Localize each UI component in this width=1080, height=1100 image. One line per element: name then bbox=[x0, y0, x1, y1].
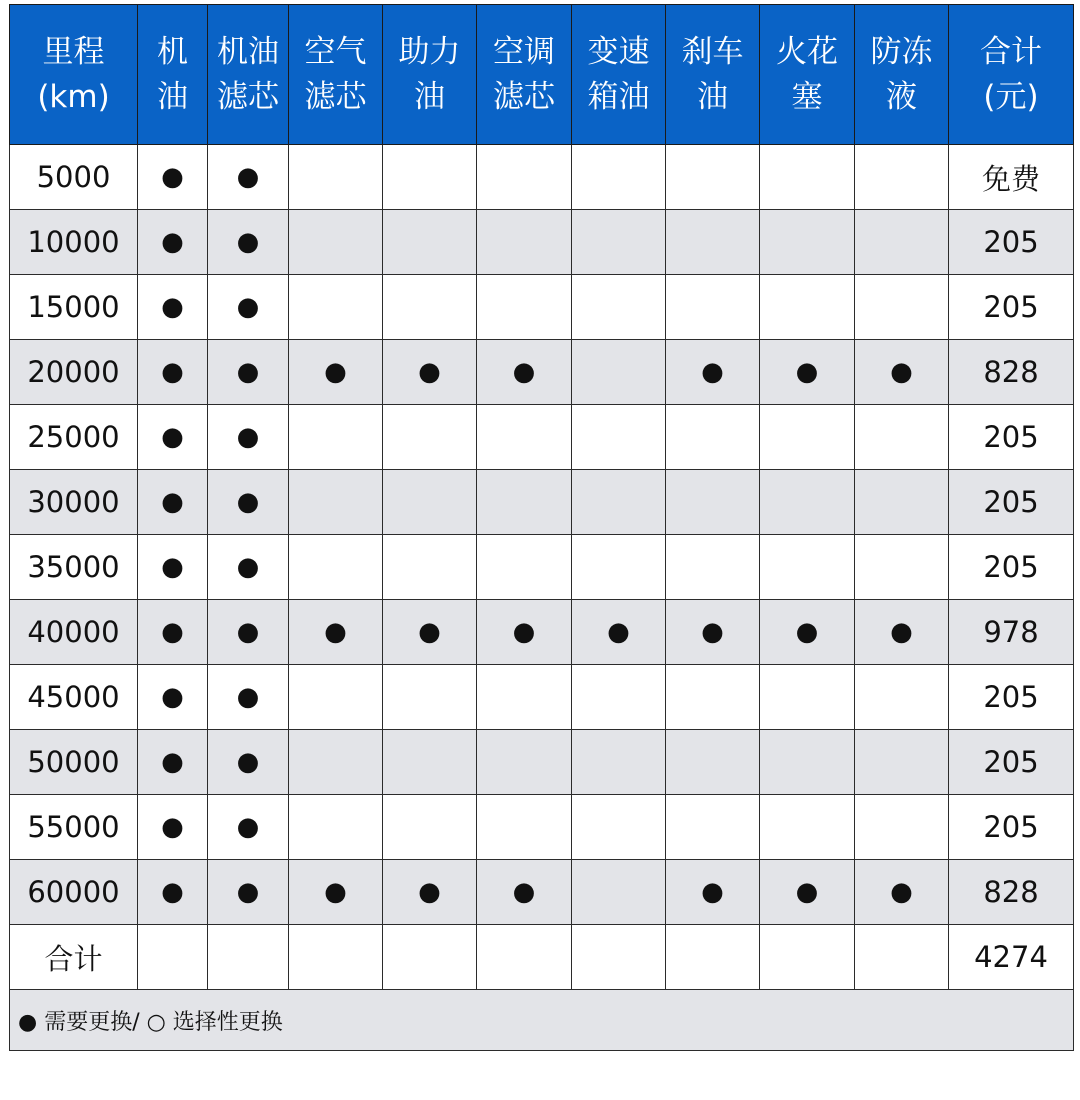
empty-cell-antifreeze bbox=[855, 405, 949, 470]
required-mark-spark-plug: ● bbox=[760, 340, 855, 405]
header-text: 空调 bbox=[493, 33, 555, 70]
mileage-cell: 20000 bbox=[10, 340, 138, 405]
empty-cell-ac-filter bbox=[477, 470, 572, 535]
header-transmission-oil bbox=[572, 5, 666, 145]
header-power-steering-fluid bbox=[383, 5, 477, 145]
header-text: 机 bbox=[157, 33, 188, 70]
mileage-cell: 30000 bbox=[10, 470, 138, 535]
header-text: 油 bbox=[414, 78, 445, 115]
required-mark-oil-filter: ● bbox=[208, 665, 289, 730]
required-mark-oil-filter: ● bbox=[208, 470, 289, 535]
header-text: 变速 bbox=[587, 33, 650, 70]
table-header-row bbox=[10, 5, 1074, 145]
empty-cell-air-filter bbox=[289, 795, 383, 860]
required-mark-antifreeze: ● bbox=[855, 860, 949, 925]
empty-cell-power-steering-fluid bbox=[383, 145, 477, 210]
required-mark-engine-oil: ● bbox=[138, 275, 208, 340]
table-row bbox=[10, 275, 1074, 340]
empty-cell-spark-plug bbox=[760, 535, 855, 600]
required-mark-spark-plug: ● bbox=[760, 860, 855, 925]
empty-cell-transmission-oil bbox=[572, 535, 666, 600]
empty-cell-brake-fluid bbox=[666, 275, 760, 340]
empty-cell-brake-fluid bbox=[666, 730, 760, 795]
table-row bbox=[10, 665, 1074, 730]
empty-cell-spark-plug bbox=[760, 145, 855, 210]
table-row bbox=[10, 210, 1074, 275]
required-mark-engine-oil: ● bbox=[138, 340, 208, 405]
required-mark-antifreeze: ● bbox=[855, 340, 949, 405]
required-mark-brake-fluid: ● bbox=[666, 860, 760, 925]
header-text: 里程 bbox=[42, 33, 105, 70]
empty-cell-power-steering-fluid bbox=[383, 275, 477, 340]
empty-cell-transmission-oil bbox=[572, 860, 666, 925]
empty-cell-antifreeze bbox=[855, 535, 949, 600]
header-text: 刹车 bbox=[681, 33, 744, 70]
required-mark-ac-filter: ● bbox=[477, 860, 572, 925]
required-mark-spark-plug: ● bbox=[760, 600, 855, 665]
required-mark-air-filter: ● bbox=[289, 860, 383, 925]
required-mark-oil-filter: ● bbox=[208, 145, 289, 210]
required-mark-engine-oil: ● bbox=[138, 405, 208, 470]
required-mark-oil-filter: ● bbox=[208, 535, 289, 600]
required-mark-oil-filter: ● bbox=[208, 730, 289, 795]
header-total-cost bbox=[949, 5, 1074, 145]
empty-cell bbox=[208, 925, 289, 990]
header-text: 滤芯 bbox=[304, 78, 367, 115]
empty-cell-air-filter bbox=[289, 535, 383, 600]
empty-cell-antifreeze bbox=[855, 795, 949, 860]
empty-cell-power-steering-fluid bbox=[383, 470, 477, 535]
sum-total: 4274 bbox=[949, 925, 1074, 990]
header-text: 油 bbox=[697, 78, 728, 115]
header-text: 防冻 bbox=[870, 33, 933, 70]
required-mark-power-steering-fluid: ● bbox=[383, 860, 477, 925]
empty-cell bbox=[289, 925, 383, 990]
empty-cell-ac-filter bbox=[477, 145, 572, 210]
empty-cell bbox=[477, 925, 572, 990]
total-cell: 205 bbox=[949, 405, 1074, 470]
header-text: 火花 bbox=[776, 33, 838, 70]
required-mark-engine-oil: ● bbox=[138, 730, 208, 795]
empty-cell-power-steering-fluid bbox=[383, 665, 477, 730]
required-mark-engine-oil: ● bbox=[138, 210, 208, 275]
required-mark-transmission-oil: ● bbox=[572, 600, 666, 665]
header-text: 助力 bbox=[398, 33, 461, 70]
empty-cell-brake-fluid bbox=[666, 535, 760, 600]
empty-cell-air-filter bbox=[289, 145, 383, 210]
required-mark-engine-oil: ● bbox=[138, 145, 208, 210]
required-mark-engine-oil: ● bbox=[138, 535, 208, 600]
empty-cell-brake-fluid bbox=[666, 665, 760, 730]
required-mark-engine-oil: ● bbox=[138, 665, 208, 730]
header-brake-fluid bbox=[666, 5, 760, 145]
mileage-cell: 15000 bbox=[10, 275, 138, 340]
required-mark-engine-oil: ● bbox=[138, 795, 208, 860]
header-engine-oil bbox=[138, 5, 208, 145]
header-text: 滤芯 bbox=[493, 78, 555, 115]
empty-cell-spark-plug bbox=[760, 470, 855, 535]
sum-label: 合计 bbox=[10, 925, 138, 990]
empty-cell-power-steering-fluid bbox=[383, 795, 477, 860]
mileage-cell: 50000 bbox=[10, 730, 138, 795]
table-row bbox=[10, 730, 1074, 795]
table-row bbox=[10, 600, 1074, 665]
empty-cell-spark-plug bbox=[760, 730, 855, 795]
required-mark-power-steering-fluid: ● bbox=[383, 600, 477, 665]
required-mark-oil-filter: ● bbox=[208, 795, 289, 860]
required-mark-oil-filter: ● bbox=[208, 210, 289, 275]
sum-row bbox=[10, 925, 1074, 990]
required-mark-brake-fluid: ● bbox=[666, 340, 760, 405]
empty-cell-transmission-oil bbox=[572, 405, 666, 470]
empty-cell-transmission-oil bbox=[572, 730, 666, 795]
total-cell: 205 bbox=[949, 730, 1074, 795]
empty-cell bbox=[760, 925, 855, 990]
empty-cell-air-filter bbox=[289, 665, 383, 730]
empty-cell-transmission-oil bbox=[572, 665, 666, 730]
mileage-cell: 40000 bbox=[10, 600, 138, 665]
header-text: 滤芯 bbox=[217, 78, 279, 115]
header-mileage bbox=[10, 5, 138, 145]
required-mark-engine-oil: ● bbox=[138, 600, 208, 665]
empty-cell-spark-plug bbox=[760, 795, 855, 860]
empty-cell-power-steering-fluid bbox=[383, 405, 477, 470]
empty-cell-spark-plug bbox=[760, 275, 855, 340]
total-cell: 205 bbox=[949, 665, 1074, 730]
header-text: (元) bbox=[983, 78, 1039, 115]
empty-cell-spark-plug bbox=[760, 665, 855, 730]
legend-row bbox=[10, 990, 1074, 1051]
required-mark-engine-oil: ● bbox=[138, 860, 208, 925]
empty-cell-air-filter bbox=[289, 405, 383, 470]
empty-cell bbox=[383, 925, 477, 990]
required-mark-brake-fluid: ● bbox=[666, 600, 760, 665]
required-mark-ac-filter: ● bbox=[477, 340, 572, 405]
empty-cell-antifreeze bbox=[855, 145, 949, 210]
table-row bbox=[10, 340, 1074, 405]
table-row bbox=[10, 535, 1074, 600]
empty-cell-brake-fluid bbox=[666, 210, 760, 275]
required-mark-oil-filter: ● bbox=[208, 275, 289, 340]
required-mark-oil-filter: ● bbox=[208, 340, 289, 405]
empty-cell-antifreeze bbox=[855, 730, 949, 795]
empty-cell-ac-filter bbox=[477, 535, 572, 600]
required-mark-oil-filter: ● bbox=[208, 600, 289, 665]
total-cell: 205 bbox=[949, 210, 1074, 275]
header-text: 箱油 bbox=[587, 78, 650, 115]
required-mark-antifreeze: ● bbox=[855, 600, 949, 665]
header-text: 空气 bbox=[304, 33, 367, 70]
required-mark-air-filter: ● bbox=[289, 600, 383, 665]
empty-cell bbox=[572, 925, 666, 990]
empty-cell-spark-plug bbox=[760, 405, 855, 470]
empty-cell-transmission-oil bbox=[572, 210, 666, 275]
table-row bbox=[10, 405, 1074, 470]
mileage-cell: 35000 bbox=[10, 535, 138, 600]
mileage-cell: 5000 bbox=[10, 145, 138, 210]
table-row bbox=[10, 860, 1074, 925]
total-cell: 205 bbox=[949, 535, 1074, 600]
header-text: 液 bbox=[886, 78, 917, 115]
empty-cell-power-steering-fluid bbox=[383, 730, 477, 795]
required-mark-engine-oil: ● bbox=[138, 470, 208, 535]
mileage-cell: 25000 bbox=[10, 405, 138, 470]
empty-cell-brake-fluid bbox=[666, 795, 760, 860]
mileage-cell: 55000 bbox=[10, 795, 138, 860]
empty-cell-transmission-oil bbox=[572, 795, 666, 860]
empty-cell-air-filter bbox=[289, 730, 383, 795]
empty-cell-ac-filter bbox=[477, 730, 572, 795]
required-mark-ac-filter: ● bbox=[477, 600, 572, 665]
table-row bbox=[10, 145, 1074, 210]
table-row bbox=[10, 470, 1074, 535]
maintenance-cost-table bbox=[9, 4, 1074, 1051]
empty-cell-transmission-oil bbox=[572, 275, 666, 340]
header-text: 塞 bbox=[791, 78, 823, 115]
empty-cell-air-filter bbox=[289, 470, 383, 535]
total-cell: 免费 bbox=[949, 145, 1074, 210]
empty-cell-ac-filter bbox=[477, 275, 572, 340]
empty-cell-transmission-oil bbox=[572, 470, 666, 535]
required-mark-oil-filter: ● bbox=[208, 405, 289, 470]
header-ac-filter bbox=[477, 5, 572, 145]
empty-cell-air-filter bbox=[289, 275, 383, 340]
required-mark-air-filter: ● bbox=[289, 340, 383, 405]
header-text: 机油 bbox=[217, 33, 279, 70]
empty-cell bbox=[666, 925, 760, 990]
empty-cell-brake-fluid bbox=[666, 470, 760, 535]
header-air-filter bbox=[289, 5, 383, 145]
empty-cell bbox=[855, 925, 949, 990]
empty-cell-antifreeze bbox=[855, 470, 949, 535]
header-oil-filter bbox=[208, 5, 289, 145]
empty-cell-antifreeze bbox=[855, 275, 949, 340]
total-cell: 828 bbox=[949, 860, 1074, 925]
empty-cell-ac-filter bbox=[477, 405, 572, 470]
total-cell: 828 bbox=[949, 340, 1074, 405]
total-cell: 205 bbox=[949, 470, 1074, 535]
empty-cell-air-filter bbox=[289, 210, 383, 275]
legend-text: ● 需要更换/ ○ 选择性更换 bbox=[10, 990, 1074, 1051]
empty-cell-transmission-oil bbox=[572, 340, 666, 405]
header-text: (km) bbox=[37, 78, 110, 115]
required-mark-power-steering-fluid: ● bbox=[383, 340, 477, 405]
header-text: 油 bbox=[157, 78, 188, 115]
empty-cell-power-steering-fluid bbox=[383, 535, 477, 600]
empty-cell bbox=[138, 925, 208, 990]
empty-cell-power-steering-fluid bbox=[383, 210, 477, 275]
mileage-cell: 60000 bbox=[10, 860, 138, 925]
empty-cell-ac-filter bbox=[477, 210, 572, 275]
empty-cell-antifreeze bbox=[855, 210, 949, 275]
empty-cell-ac-filter bbox=[477, 665, 572, 730]
empty-cell-brake-fluid bbox=[666, 145, 760, 210]
empty-cell-brake-fluid bbox=[666, 405, 760, 470]
table-body bbox=[10, 145, 1074, 1051]
empty-cell-spark-plug bbox=[760, 210, 855, 275]
header-spark-plug bbox=[760, 5, 855, 145]
empty-cell-antifreeze bbox=[855, 665, 949, 730]
total-cell: 205 bbox=[949, 795, 1074, 860]
empty-cell-transmission-oil bbox=[572, 145, 666, 210]
total-cell: 978 bbox=[949, 600, 1074, 665]
table-row bbox=[10, 795, 1074, 860]
header-text: 合计 bbox=[980, 33, 1042, 70]
required-mark-oil-filter: ● bbox=[208, 860, 289, 925]
total-cell: 205 bbox=[949, 275, 1074, 340]
header-antifreeze bbox=[855, 5, 949, 145]
empty-cell-ac-filter bbox=[477, 795, 572, 860]
mileage-cell: 10000 bbox=[10, 210, 138, 275]
mileage-cell: 45000 bbox=[10, 665, 138, 730]
